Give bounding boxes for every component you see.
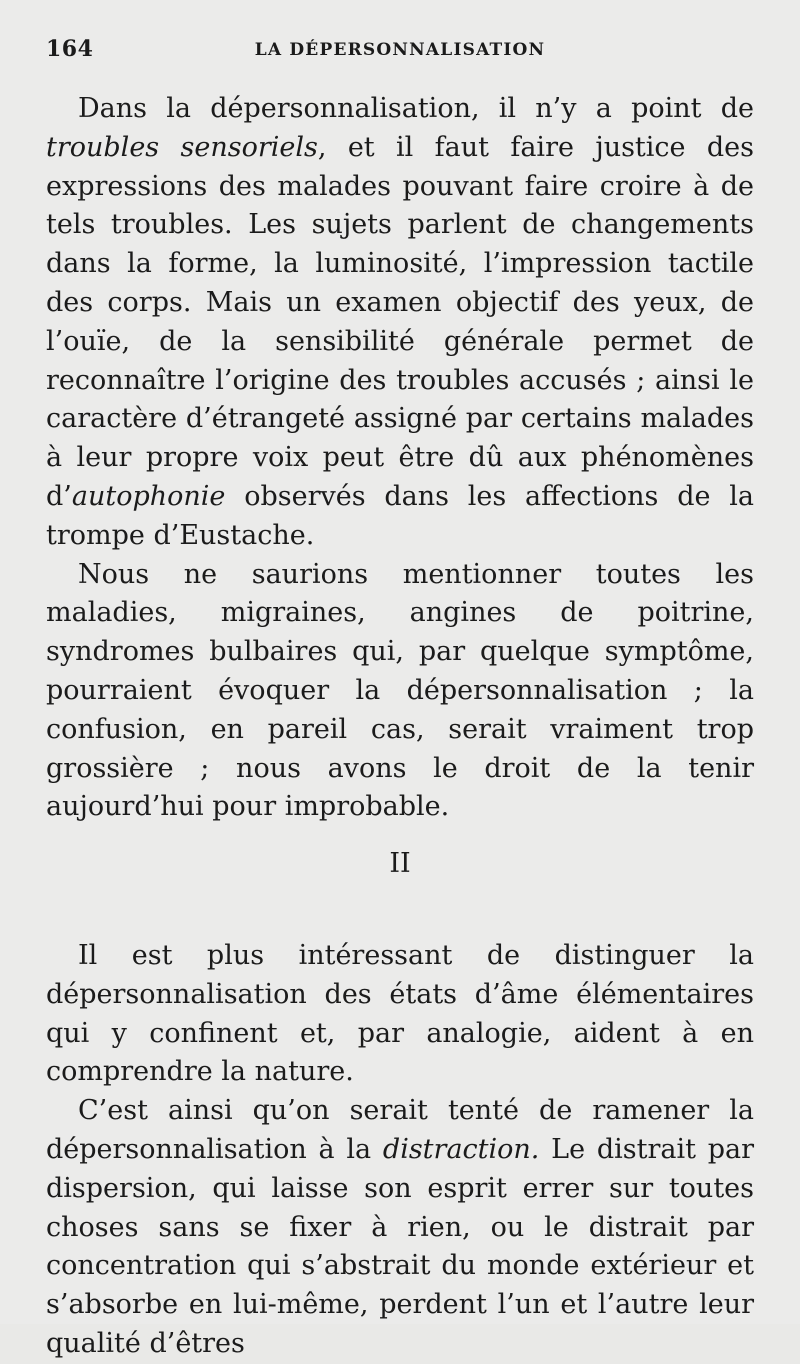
paragraph-text: Dans la dépersonnalisation, il n’y a point de <box>78 93 754 124</box>
running-title: LA DÉPERSONNALISATION <box>254 40 546 60</box>
italic-term: autophonie <box>71 480 226 512</box>
paragraph-text: observés dans les affections de la trompe d’Eustache. <box>46 480 754 551</box>
section-1-text <box>46 90 754 827</box>
paragraph-distraction <box>46 1092 754 1364</box>
section-2-text <box>46 937 754 1364</box>
paragraph-text: Le distrait par dispersion, qui laisse son esprit errer sur toutes choses sans se fixer à rien, ou le distrait par concentration qui s’abstrait du monde extérieur et s’absorbe en lui-même, perdent l’un et l’autre leur qualité d’êtres <box>46 1133 754 1359</box>
page-number: 164 <box>46 36 94 62</box>
paragraph-elementary-states: Il est plus intéressant de distinguer la dépersonnalisation des états d’âme élémentaires qui y confinent et, par analogie, aident à en comprendre la nature. <box>46 940 754 1088</box>
page-header <box>46 36 754 68</box>
section-heading: II <box>389 848 411 879</box>
paragraph-diseases: Nous ne saurions mentionner toutes les maladies, migraines, angines de poitrine, syndromes bulbaires qui, par quelque symptôme, pourraient évoquer la dépersonnalisation ; la confusion, en pareil cas, serait vraiment trop grossière ; nous avons le droit de la tenir aujourd’hui pour improbable. <box>46 558 754 823</box>
paragraph-sensory-troubles <box>46 90 754 556</box>
italic-term: troubles sensoriels <box>46 131 318 163</box>
paragraph-text: , et il faut faire justice des expressions des malades pouvant faire croire à de tels troubles. Les sujets parlent de changements dans la forme, la luminosité, l’impression tactile des corps. Mais un examen objectif des yeux, de l’ouïe, de la sensibilité générale permet de reconnaître l’origine des troubles accusés ; ainsi le caractère d’étrangeté assigné par certains malades à leur propre voix peut être dû aux phénomènes d’ <box>46 131 754 512</box>
italic-term: distraction. <box>382 1133 540 1165</box>
paragraph-text: C’est ainsi qu’on serait tenté de ramener la dépersonnalisation à la <box>46 1095 754 1165</box>
